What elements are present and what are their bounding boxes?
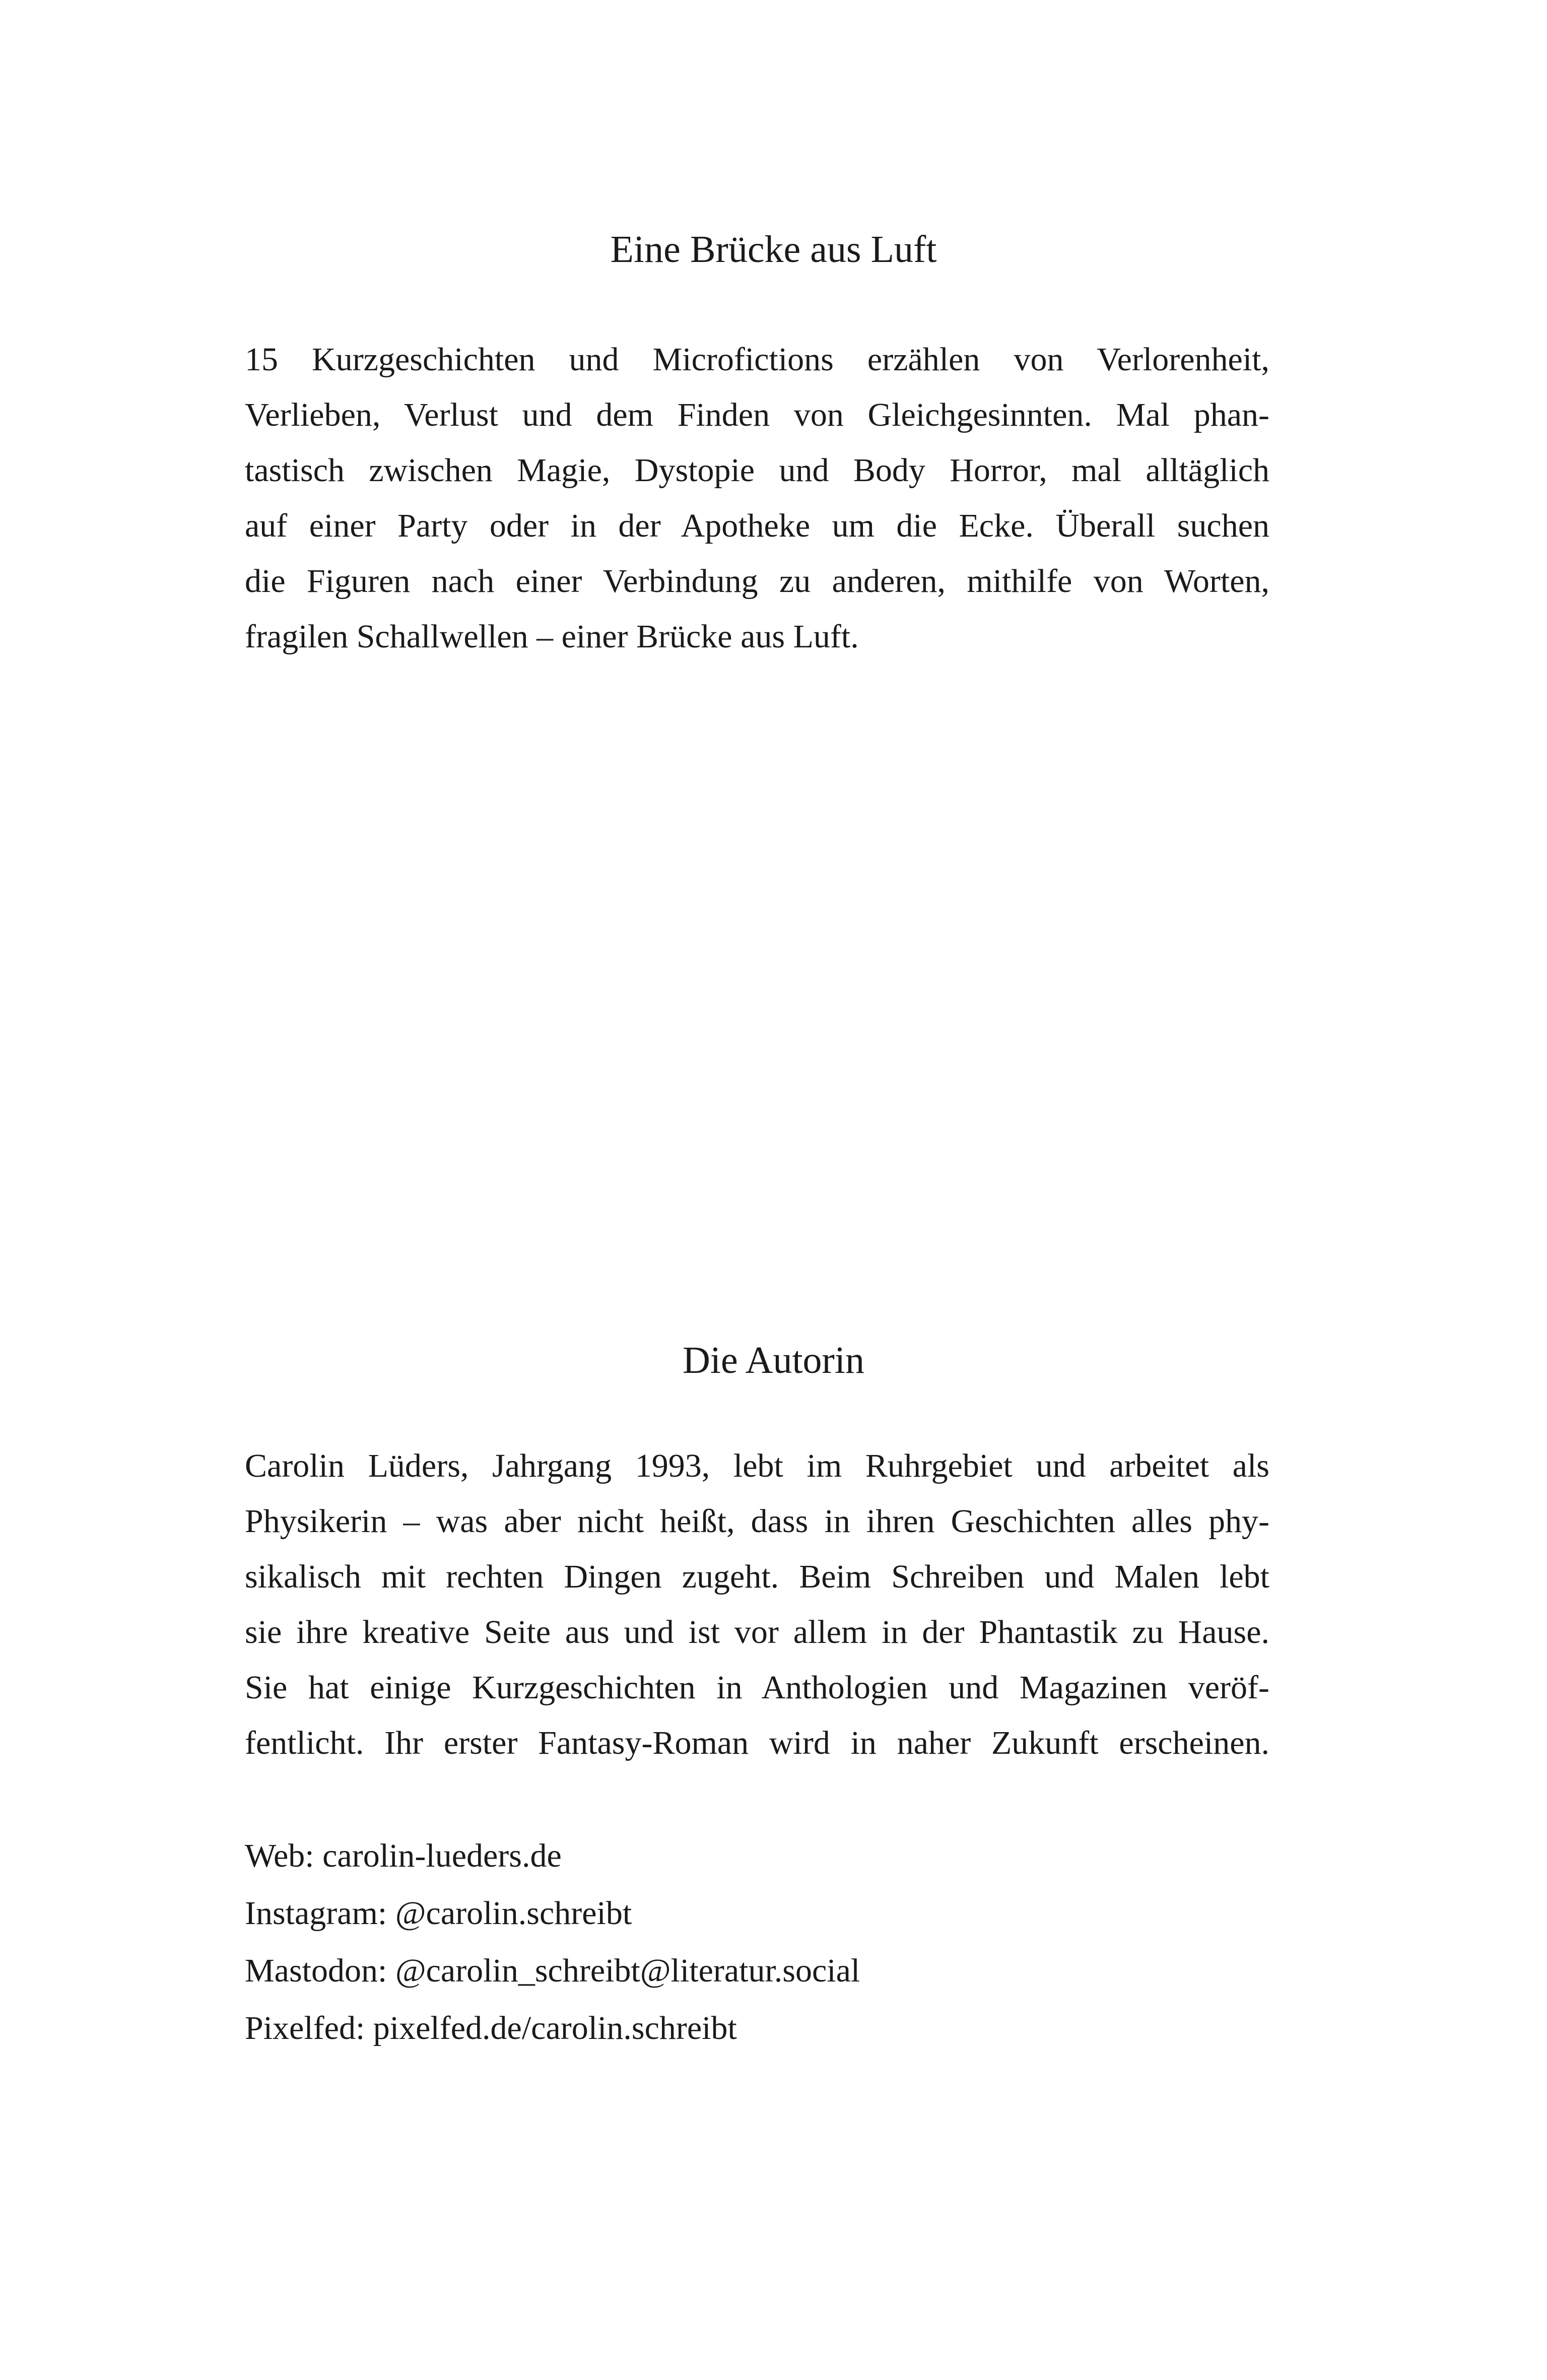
blurb-line: die Figuren nach einer Verbindung zu anderen, mithilfe von Worten, (245, 563, 1269, 600)
bio-line: Carolin Lüders, Jahrgang 1993, lebt im Ruhrgebiet und arbeitet als (245, 1447, 1269, 1484)
blurb-line: Verlieben, Verlust und dem Finden von Gleichgesinnten. Mal phan- (245, 396, 1269, 433)
bio-line: sie ihre kreative Seite aus und ist vor allem in der Phantastik zu Hause. (245, 1614, 1269, 1650)
author-bio (245, 1438, 1269, 1771)
pixelfed-link: Pixelfed: pixelfed.de/carolin.schreibt (245, 2010, 737, 2046)
bio-line: Sie hat einige Kurzgeschichten in Anthologien und Magazinen veröf- (245, 1669, 1269, 1706)
blurb-line: tastisch zwischen Magie, Dystopie und Body Horror, mal alltäglich (245, 452, 1269, 489)
author-links (245, 1827, 1269, 2057)
book-title: Eine Brücke aus Luft (610, 228, 937, 271)
instagram-link: Instagram: @carolin.schreibt (245, 1895, 632, 1932)
blurb-line: auf einer Party oder in der Apotheke um die Ecke. Überall suchen (245, 507, 1269, 544)
blurb-line: 15 Kurzgeschichten und Microfictions erzählen von Verlorenheit, (245, 341, 1269, 378)
blurb-line: fragilen Schallwellen – einer Brücke aus Luft. (245, 618, 859, 655)
bio-line: fentlicht. Ihr erster Fantasy-Roman wird in naher Zukunft erscheinen. (245, 1725, 1269, 1761)
web-link: Web: carolin-lueders.de (245, 1837, 562, 1874)
author-heading: Die Autorin (683, 1339, 864, 1381)
mastodon-link: Mastodon: @carolin_schreibt@literatur.social (245, 1952, 860, 1989)
bio-line: sikalisch mit rechten Dingen zugeht. Beim Schreiben und Malen lebt (245, 1558, 1269, 1595)
book-blurb (245, 332, 1269, 665)
bio-line: Physikerin – was aber nicht heißt, dass in ihren Geschichten alles phy- (245, 1503, 1269, 1540)
